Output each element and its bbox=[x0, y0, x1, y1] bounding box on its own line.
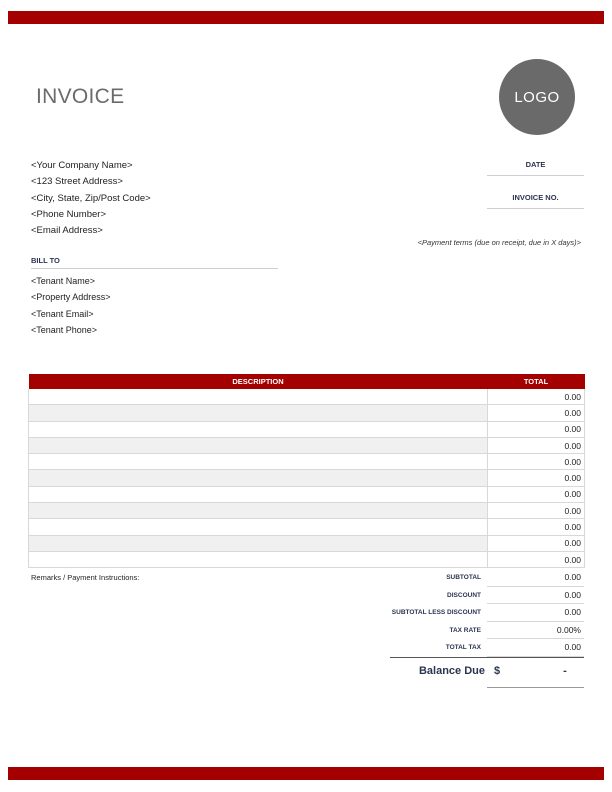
tenant-email[interactable]: <Tenant Email> bbox=[31, 308, 94, 319]
table-row bbox=[29, 519, 585, 535]
discount-row bbox=[391, 587, 584, 605]
table-row bbox=[29, 421, 585, 437]
row-total[interactable]: 0.00 bbox=[488, 486, 585, 502]
row-description[interactable] bbox=[29, 405, 488, 421]
discount-label: DISCOUNT bbox=[447, 591, 481, 599]
logo-placeholder bbox=[499, 59, 575, 135]
table-row bbox=[29, 405, 585, 421]
row-total[interactable]: 0.00 bbox=[488, 470, 585, 486]
discount-value[interactable]: 0.00 bbox=[487, 587, 584, 605]
company-name[interactable]: <Your Company Name> bbox=[31, 160, 133, 171]
row-total[interactable]: 0.00 bbox=[488, 437, 585, 453]
total-tax-value[interactable]: 0.00 bbox=[487, 639, 584, 657]
balance-divider bbox=[390, 657, 584, 658]
total-header: TOTAL bbox=[488, 374, 585, 389]
table-row bbox=[29, 503, 585, 519]
table-row bbox=[29, 551, 585, 567]
row-total[interactable]: 0.00 bbox=[488, 421, 585, 437]
bill-to-label: BILL TO bbox=[31, 256, 278, 269]
tax-rate-row bbox=[391, 622, 584, 640]
row-description[interactable] bbox=[29, 454, 488, 470]
company-phone[interactable]: <Phone Number> bbox=[31, 208, 106, 220]
tax-rate-value[interactable]: 0.00% bbox=[487, 622, 584, 640]
row-description[interactable] bbox=[29, 470, 488, 486]
subtotal-label: SUBTOTAL bbox=[446, 574, 481, 582]
row-description[interactable] bbox=[29, 421, 488, 437]
row-description[interactable] bbox=[29, 535, 488, 551]
table-row bbox=[29, 454, 585, 470]
tax-rate-label: TAX RATE bbox=[449, 626, 481, 634]
tenant-name[interactable]: <Tenant Name> bbox=[31, 276, 96, 286]
table-row bbox=[29, 437, 585, 453]
row-total[interactable]: 0.00 bbox=[488, 519, 585, 535]
row-total[interactable]: 0.00 bbox=[488, 405, 585, 421]
row-description[interactable] bbox=[29, 437, 488, 453]
invoice-number-label[interactable]: INVOICE NO. bbox=[487, 193, 584, 209]
currency-symbol: $ bbox=[494, 665, 501, 677]
row-description[interactable] bbox=[29, 503, 488, 519]
balance-underline bbox=[487, 687, 584, 688]
date-label[interactable]: DATE bbox=[487, 160, 584, 176]
subtotal-less-discount-value[interactable]: 0.00 bbox=[487, 604, 584, 622]
total-tax-row bbox=[391, 639, 584, 657]
description-header: DESCRIPTION bbox=[29, 374, 488, 389]
total-tax-label: TOTAL TAX bbox=[445, 644, 481, 652]
table-row bbox=[29, 486, 585, 502]
subtotal-value[interactable]: 0.00 bbox=[487, 569, 584, 587]
tenant-phone[interactable]: <Tenant Phone> bbox=[31, 324, 98, 335]
bottom-accent-bar bbox=[8, 767, 604, 780]
row-total[interactable]: 0.00 bbox=[488, 551, 585, 567]
table-row bbox=[29, 389, 585, 405]
row-description[interactable] bbox=[29, 389, 488, 405]
company-street[interactable]: <123 Street Address> bbox=[31, 176, 123, 188]
subtotal-row bbox=[391, 569, 584, 587]
subtotal-less-discount-label: SUBTOTAL LESS DISCOUNT bbox=[391, 609, 481, 617]
row-total[interactable]: 0.00 bbox=[488, 389, 585, 405]
row-description[interactable] bbox=[29, 486, 488, 502]
top-accent-bar bbox=[8, 11, 604, 24]
row-total[interactable]: 0.00 bbox=[488, 535, 585, 551]
company-info bbox=[31, 158, 151, 239]
property-address[interactable]: <Property Address> bbox=[31, 292, 111, 303]
row-total[interactable]: 0.00 bbox=[488, 503, 585, 519]
subtotal-less-discount-row bbox=[391, 604, 584, 622]
line-items-table bbox=[28, 374, 585, 568]
remarks-label[interactable]: Remarks / Payment Instructions: bbox=[31, 573, 140, 582]
bill-to-info bbox=[31, 273, 111, 338]
row-total[interactable]: 0.00 bbox=[488, 454, 585, 470]
table-row bbox=[29, 535, 585, 551]
summary-block bbox=[391, 569, 584, 657]
company-city[interactable]: <City, State, Zip/Post Code> bbox=[31, 192, 151, 204]
logo-text: LOGO bbox=[514, 88, 560, 106]
row-description[interactable] bbox=[29, 519, 488, 535]
balance-due-value[interactable]: - bbox=[563, 665, 567, 677]
row-description[interactable] bbox=[29, 551, 488, 567]
company-email[interactable]: <Email Address> bbox=[31, 225, 103, 237]
table-row bbox=[29, 470, 585, 486]
invoice-title: INVOICE bbox=[36, 85, 125, 108]
payment-terms[interactable]: <Payment terms (due on receipt, due in X days)> bbox=[417, 238, 581, 247]
balance-due-label: Balance Due bbox=[418, 665, 485, 677]
table-header-row bbox=[29, 374, 585, 389]
